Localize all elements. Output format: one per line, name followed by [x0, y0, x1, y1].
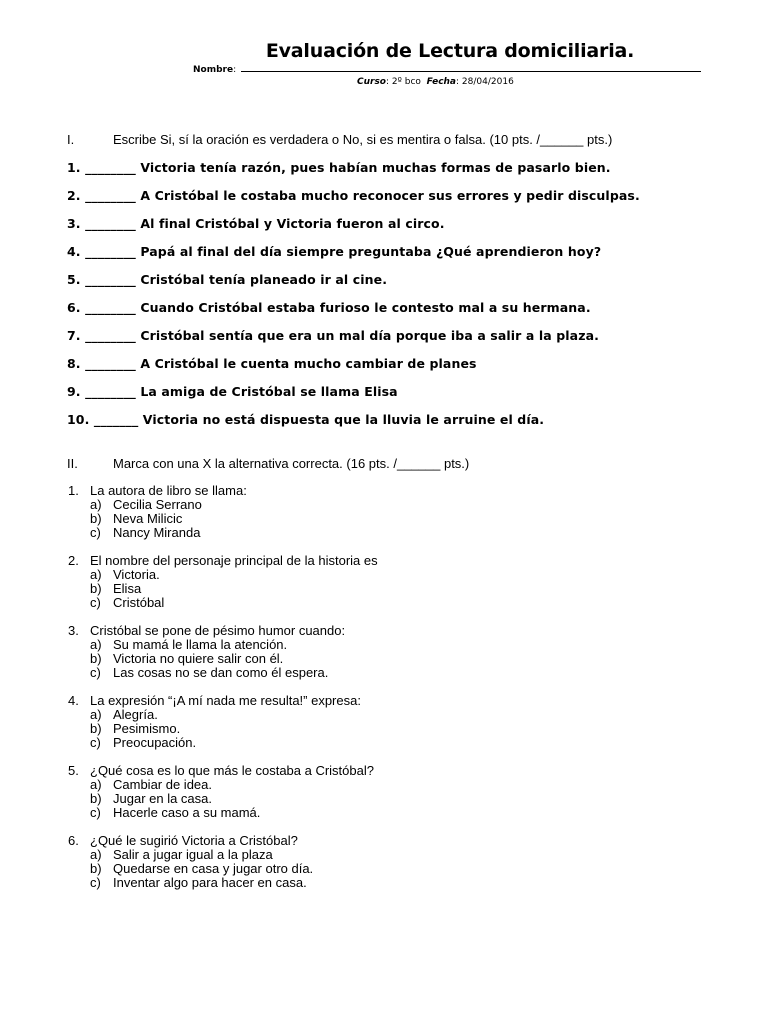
tf-item: 2. ________ A Cristóbal le costaba mucho reconocer sus errores y pedir disculpas. [67, 188, 640, 203]
question-number: 3. [68, 623, 79, 638]
option-text: Victoria. [113, 567, 160, 582]
mc-question [68, 694, 361, 750]
mc-question [68, 554, 378, 610]
section2-instruction: Marca con una X la alternativa correcta. (16 pts. /______ pts.) [113, 456, 470, 471]
question-text: La expresión “¡A mí nada me resulta!” expresa: [90, 693, 361, 708]
option-text: Inventar algo para hacer en casa. [113, 875, 307, 890]
option-text: Cristóbal [113, 595, 165, 610]
option [68, 526, 247, 540]
option-letter: b) [90, 651, 102, 666]
question-number: 5. [68, 763, 79, 778]
question-text: Cristóbal se pone de pésimo humor cuando: [90, 623, 346, 638]
option-letter: c) [90, 875, 101, 890]
tf-item: 6. ________ Cuando Cristóbal estaba furioso le contesto mal a su hermana. [67, 300, 591, 315]
option-letter: a) [90, 637, 102, 652]
tf-item: 9. ________ La amiga de Cristóbal se llama Elisa [67, 384, 398, 399]
option [68, 638, 345, 652]
question-number: 1. [68, 483, 79, 498]
option-text: Elisa [113, 581, 142, 596]
tf-item: 3. ________ Al final Cristóbal y Victoria fueron al circo. [67, 216, 445, 231]
question-number: 2. [68, 553, 79, 568]
option-letter: a) [90, 707, 102, 722]
section2-heading [67, 456, 469, 471]
option [68, 876, 313, 890]
option [68, 582, 378, 596]
question-number: 6. [68, 833, 79, 848]
tf-item: 4. ________ Papá al final del día siempre preguntaba ¿Qué aprendieron hoy? [67, 244, 602, 259]
option [68, 512, 247, 526]
course-date-line: Curso: 2º bco Fecha: 28/04/2016 [357, 77, 514, 87]
question-number: 4. [68, 693, 79, 708]
option [68, 848, 313, 862]
option-text: Alegría. [113, 707, 158, 722]
option-text: Nancy Miranda [113, 525, 201, 540]
question-text: ¿Qué cosa es lo que más le costaba a Cristóbal? [90, 763, 374, 778]
option-text: Hacerle caso a su mamá. [113, 805, 261, 820]
option-text: Salir a jugar igual a la plaza [113, 847, 273, 862]
mc-question [68, 764, 374, 820]
option [68, 792, 374, 806]
option-text: Victoria no quiere salir con él. [113, 651, 284, 666]
option [68, 568, 378, 582]
section1-instruction: Escribe Si, sí la oración es verdadera o No, si es mentira o falsa. (10 pts. /______ pts.) [113, 132, 613, 147]
option-text: Pesimismo. [113, 721, 181, 736]
option [68, 806, 374, 820]
option [68, 708, 361, 722]
tf-item: 5. ________ Cristóbal tenía planeado ir al cine. [67, 272, 388, 287]
option-letter: c) [90, 525, 101, 540]
option-letter: c) [90, 595, 101, 610]
name-label: Nombre [193, 65, 234, 75]
course-value: 2º bco [391, 77, 421, 87]
name-blank [241, 63, 701, 72]
option [68, 652, 345, 666]
option-letter: a) [90, 777, 102, 792]
tf-item: 1. ________ Victoria tenía razón, pues habían muchas formas de pasarlo bien. [67, 160, 611, 175]
option-text: Neva Milicic [113, 511, 183, 526]
question-text: ¿Qué le sugirió Victoria a Cristóbal? [90, 833, 298, 848]
option [68, 722, 361, 736]
option-text: Cambiar de idea. [113, 777, 212, 792]
name-field: Nombre: [193, 63, 701, 75]
date-label: Fecha [426, 77, 457, 87]
mc-question [68, 484, 247, 540]
tf-item: 8. ________ A Cristóbal le cuenta mucho cambiar de planes [67, 356, 477, 371]
option-letter: c) [90, 735, 101, 750]
option-letter: b) [90, 721, 102, 736]
option [68, 596, 378, 610]
option [68, 862, 313, 876]
option-text: Las cosas no se dan como él espera. [113, 665, 329, 680]
course-label: Curso [357, 77, 386, 87]
option-text: Su mamá le llama la atención. [113, 637, 288, 652]
option-letter: a) [90, 497, 102, 512]
option [68, 778, 374, 792]
option [68, 498, 247, 512]
option-letter: b) [90, 791, 102, 806]
date-value: 28/04/2016 [461, 77, 514, 87]
option-text: Quedarse en casa y jugar otro día. [113, 861, 314, 876]
option-letter: b) [90, 861, 102, 876]
option [68, 736, 361, 750]
option-letter: c) [90, 805, 101, 820]
question-text: El nombre del personaje principal de la historia es [90, 553, 378, 568]
option-text: Cecilia Serrano [113, 497, 202, 512]
mc-question [68, 834, 313, 890]
section2-number: II. [67, 456, 78, 471]
option [68, 666, 345, 680]
option-text: Jugar en la casa. [113, 791, 213, 806]
tf-item: 7. ________ Cristóbal sentía que era un mal día porque iba a salir a la plaza. [67, 328, 599, 343]
tf-item: 10. _______ Victoria no está dispuesta que la lluvia le arruine el día. [67, 412, 545, 427]
question-text: La autora de libro se llama: [90, 483, 247, 498]
option-text: Preocupación. [113, 735, 197, 750]
option-letter: c) [90, 665, 101, 680]
option-letter: b) [90, 581, 102, 596]
section1-number: I. [67, 132, 75, 147]
option-letter: a) [90, 567, 102, 582]
option-letter: b) [90, 511, 102, 526]
mc-question [68, 624, 345, 680]
page-title: Evaluación de Lectura domiciliaria. [265, 40, 635, 62]
option-letter: a) [90, 847, 102, 862]
section1-heading [67, 132, 612, 147]
